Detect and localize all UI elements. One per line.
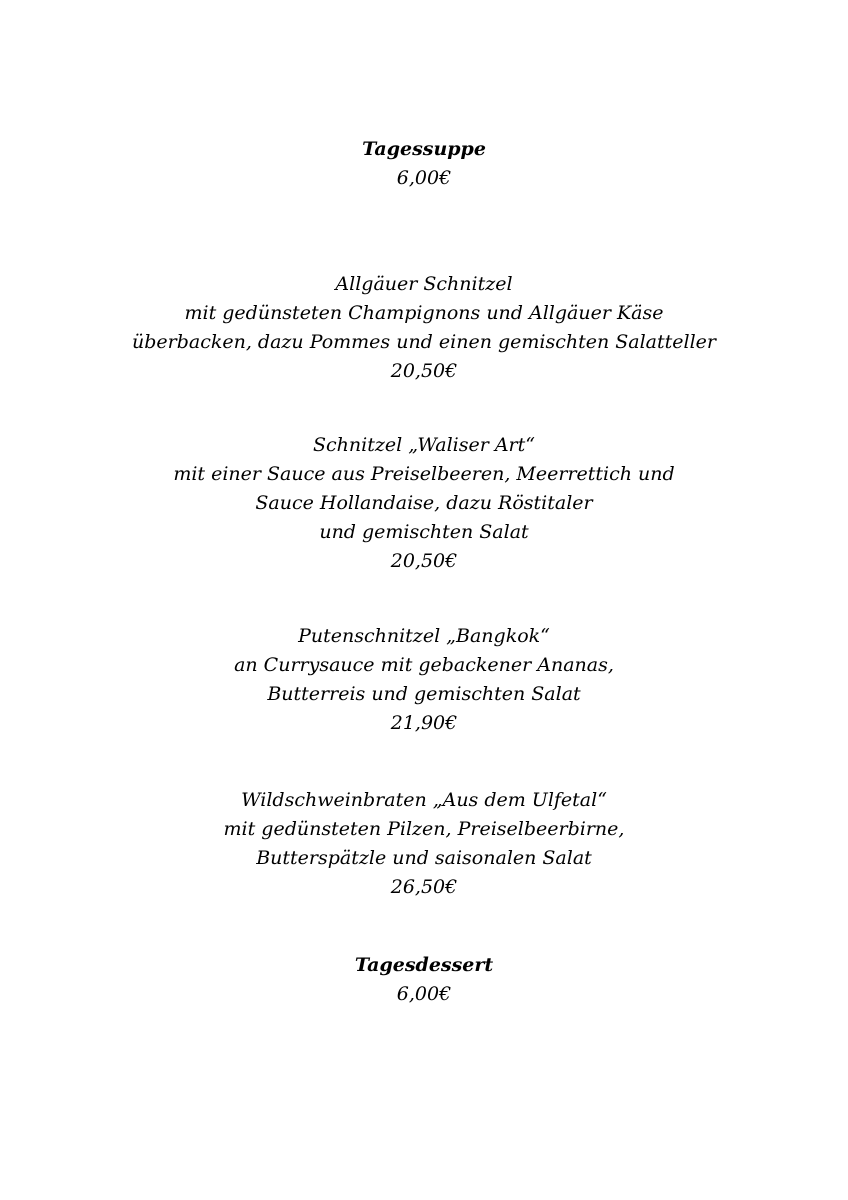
- item-description-line: Butterreis und gemischten Salat: [267, 683, 581, 705]
- item-description-line: überbacken, dazu Pommes und einen gemischten Salatteller: [131, 331, 716, 353]
- menu-item-wildschweinbraten: [0, 786, 848, 902]
- item-title: Schnitzel „Waliser Art“: [312, 434, 535, 456]
- item-description-line: und gemischten Salat: [319, 521, 529, 543]
- item-price: 20,50€: [390, 550, 458, 572]
- menu-item-putenschnitzel-bangkok: [0, 622, 848, 738]
- item-description-line: mit gedünsteten Champignons und Allgäuer Käse: [184, 302, 664, 324]
- item-price: 21,90€: [390, 712, 458, 734]
- item-price: 26,50€: [390, 876, 458, 898]
- item-description-line: mit einer Sauce aus Preiselbeeren, Meerrettich und: [173, 463, 675, 485]
- menu-item-schnitzel-waliser-art: [0, 431, 848, 576]
- item-title: Wildschweinbraten „Aus dem Ulfetal“: [241, 789, 607, 811]
- item-price: 20,50€: [390, 360, 458, 382]
- item-title: Tagesdessert: [354, 954, 494, 976]
- item-title: Tagessuppe: [362, 138, 486, 160]
- menu-item-tagessuppe: [0, 135, 848, 193]
- item-price: 6,00€: [396, 167, 452, 189]
- menu-item-tagesdessert: [0, 951, 848, 1009]
- item-title: Allgäuer Schnitzel: [335, 273, 513, 295]
- item-description-line: Butterspätzle und saisonalen Salat: [256, 847, 592, 869]
- item-description-line: an Currysauce mit gebackener Ananas,: [234, 654, 614, 676]
- item-price: 6,00€: [396, 983, 452, 1005]
- item-title: Putenschnitzel „Bangkok“: [298, 625, 550, 647]
- item-description-line: mit gedünsteten Pilzen, Preiselbeerbirne,: [223, 818, 625, 840]
- item-description-line: Sauce Hollandaise, dazu Röstitaler: [255, 492, 593, 514]
- menu-item-allgaeuer-schnitzel: [0, 270, 848, 386]
